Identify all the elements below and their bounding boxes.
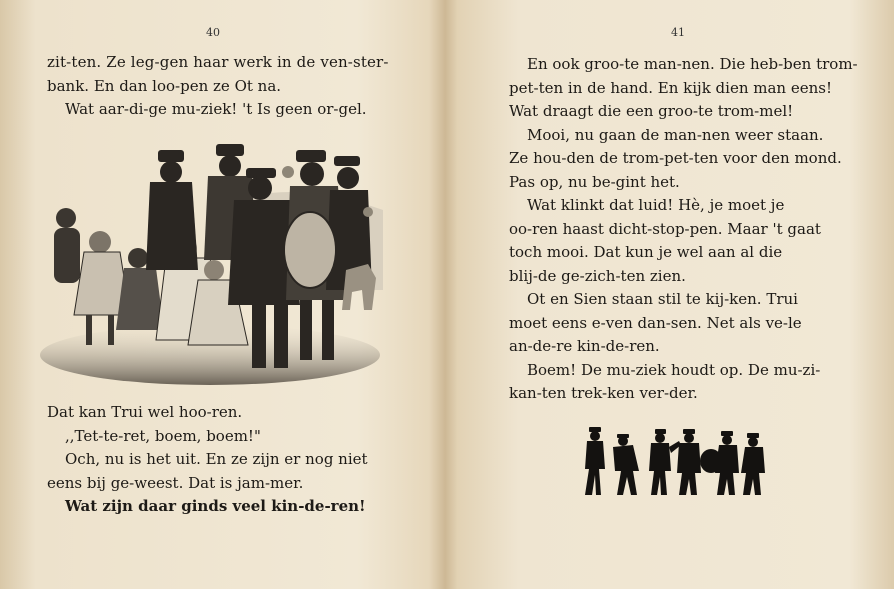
text-line: an-de-re kin-de-ren. bbox=[509, 337, 660, 355]
text-line: Wat aar-di-ge mu-ziek! 't Is geen or-gel. bbox=[65, 100, 367, 118]
text-line: eens bij ge-weest. Dat is jam-mer. bbox=[47, 473, 304, 492]
text-line: toch mooi. Dat kun je wel aan al die bbox=[509, 243, 783, 261]
text-line: zit-ten. Ze leg-gen haar werk in de ven-ster- bbox=[47, 53, 389, 71]
text-line: En ook groo-te man-nen. Die heb-ben trom- bbox=[527, 55, 858, 73]
text-line: bank. En dan loo-pen ze Ot na. bbox=[47, 76, 282, 95]
text-line: Ot en Sien staan stil te kij-ken. Trui bbox=[527, 290, 798, 308]
page-number-left: 40 bbox=[206, 26, 220, 39]
text-line: ,,Tet-te-ret, boem, boem!" bbox=[65, 426, 261, 445]
text-line: Wat zijn daar ginds veel kin-de-ren! bbox=[65, 497, 366, 515]
left-page bbox=[0, 0, 446, 589]
text-line: oo-ren haast dicht-stop-pen. Maar 't gaat bbox=[509, 219, 821, 238]
left-bottom-paragraph bbox=[47, 401, 368, 519]
text-line: Wat klinkt dat luid! Hè, je moet je bbox=[527, 196, 785, 214]
text-line: Och, nu is het uit. En ze zijn er nog niet bbox=[65, 450, 368, 468]
text-line: Dat kan Trui wel hoo-ren. bbox=[47, 403, 243, 421]
text-line: blij-de ge-zich-ten zien. bbox=[509, 266, 686, 285]
right-page bbox=[447, 0, 894, 589]
text-line: Boem! De mu-ziek houdt op. De mu-zi- bbox=[527, 360, 821, 379]
text-line: moet eens e-ven dan-sen. Net als ve-le bbox=[509, 313, 802, 332]
text-line: pet-ten in de hand. En kijk dien man eens! bbox=[509, 78, 832, 97]
text-line: Wat draagt die een groo-te trom-mel! bbox=[509, 102, 794, 120]
left-top-paragraph bbox=[47, 51, 389, 122]
street-musicians-illustration bbox=[38, 140, 383, 385]
text-line: kan-ten trek-ken ver-der. bbox=[509, 384, 698, 402]
right-paragraphs bbox=[509, 53, 858, 406]
text-line: Mooi, nu gaan de man-nen weer staan. bbox=[527, 125, 824, 144]
text-line: Pas op, nu be-gint het. bbox=[509, 172, 680, 191]
page-number-right: 41 bbox=[671, 26, 685, 39]
marching-band-silhouette bbox=[575, 425, 770, 500]
text-line: Ze hou-den de trom-pet-ten voor den mond. bbox=[509, 149, 842, 167]
